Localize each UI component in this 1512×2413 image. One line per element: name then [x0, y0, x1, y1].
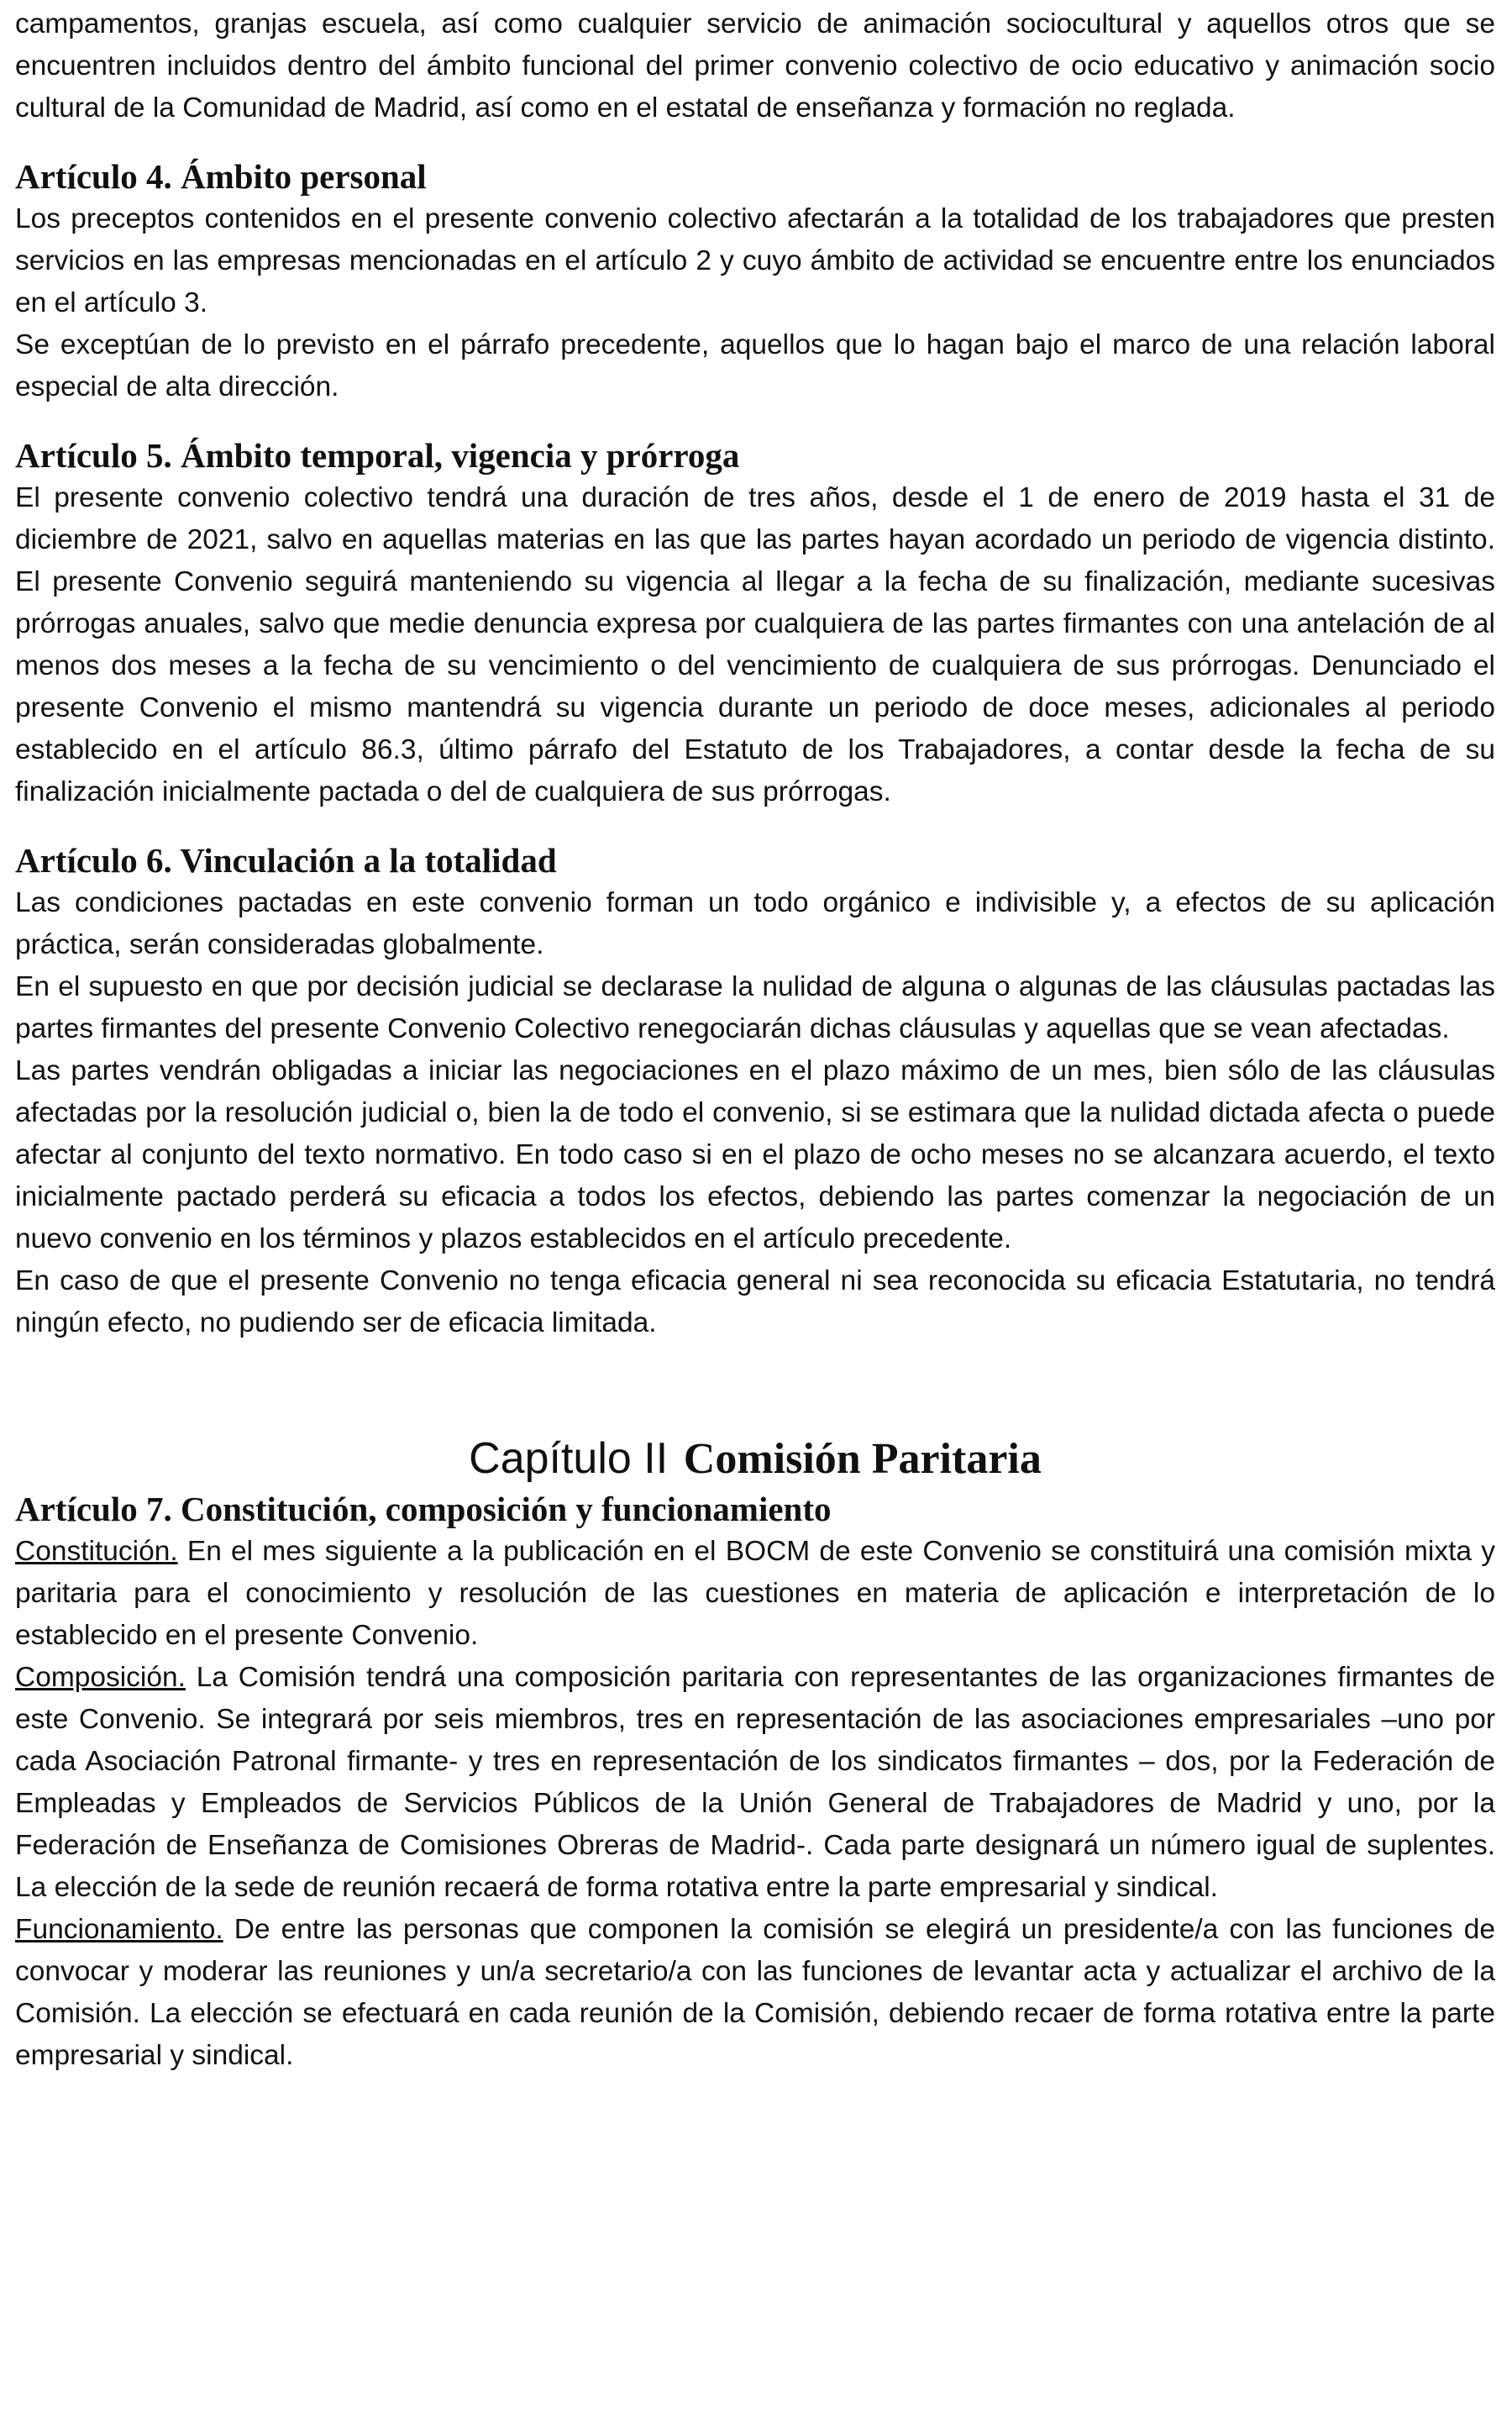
article-7-paragraph-funcionamiento [15, 1909, 1495, 2077]
article-5-paragraph-1: El presente convenio colectivo tendrá una duración de tres años, desde el 1 de enero de 2019 hasta el 31 de diciembre de 2021, salvo en aquellas materias en las que las partes hayan acordado un periodo de vigencia distinto. El presente Convenio seguirá manteniendo su vigencia al llegar a la fecha de su finalización, mediante sucesivas prórrogas anuales, salvo que medie denuncia expresa por cualquiera de las partes firmantes con una antelación de al menos dos meses a la fecha de su vencimiento o del vencimiento de cualquiera de sus prórrogas. Denunciado el presente Convenio el mismo mantendrá su vigencia durante un periodo de doce meses, adicionales al periodo establecido en el artículo 86.3, último párrafo del Estatuto de los Trabajadores, a contar desde la fecha de su finalización inicialmente pactada o del de cualquiera de sus prórrogas. [15, 482, 1495, 807]
article-6-paragraph-4: En caso de que el presente Convenio no tenga eficacia general ni sea reconocida su eficacia Estatutaria, no tendrá ningún efecto, no pudiendo ser de eficacia limitada. [15, 1265, 1495, 1338]
article-6-paragraph-3: Las partes vendrán obligadas a iniciar las negociaciones en el plazo máximo de un mes, bien sólo de las cláusulas afectadas por la resolución judicial o, bien la de todo el convenio, si se estimara que la nulidad dictada afecta o puede afectar al conjunto del texto normativo. En todo caso si en el plazo de ocho meses no se alcanzara acuerdo, el texto inicialmente pactado perderá su eficacia a todos los efectos, debiendo las partes comenzar la negociación de un nuevo convenio en los términos y plazos establecidos en el artículo precedente. [15, 1055, 1495, 1254]
funcionamiento-label: Funcionamiento. [15, 1914, 223, 1945]
constitucion-text: En el mes siguiente a la publicación en el BOCM de este Convenio se constituirá una comisión mixta y paritaria para el conocimiento y resolución de las cuestiones en materia de aplicación e interpretación de lo establecido en el presente Convenio. [15, 1536, 1495, 1651]
chapter-name: Comisión Paritaria [683, 1435, 1042, 1483]
article-6-paragraph-1: Las condiciones pactadas en este convenio forman un todo orgánico e indivisible y, a efectos de su aplicación práctica, serán consideradas globalmente. [15, 887, 1495, 960]
document-page [15, 3, 1495, 2077]
composicion-text: La Comisión tendrá una composición paritaria con representantes de las organizaciones firmantes de este Convenio. Se integrará por seis miembros, tres en representación de las asociaciones empresariales –uno por cada Asociación Patronal firmante- y tres en representación de los sindicatos firmantes – dos, por la Federación de Empleadas y Empleados de Servicios Públicos de la Unión General de Trabajadores de Madrid y uno, por la Federación de Enseñanza de Comisiones Obreras de Madrid-. Cada parte designará un número igual de suplentes. La elección de la sede de reunión recaerá de forma rotativa entre la parte empresarial y sindical. [15, 1662, 1495, 1903]
article-4-heading: Artículo 4. Ámbito personal [15, 157, 427, 196]
article-6-paragraph-2: En el supuesto en que por decisión judicial se declarase la nulidad de alguna o algunas de las cláusulas pactadas las partes firmantes del presente Convenio Colectivo renegociarán dichas cláusulas y aquellas que se vean afectadas. [15, 971, 1495, 1044]
article-6-heading: Artículo 6. Vinculación a la totalidad [15, 841, 557, 880]
chapter-title [15, 1422, 1495, 1487]
article-7-paragraph-composicion [15, 1657, 1495, 1909]
article-7-heading: Artículo 7. Constitución, composición y funcionamiento [15, 1490, 832, 1528]
article-4-paragraph-1: Los preceptos contenidos en el presente convenio colectivo afectarán a la totalidad de los trabajadores que presten servicios en las empresas mencionadas en el artículo 2 y cuyo ámbito de actividad se encuentre entre los enunciados en el artículo 3. [15, 203, 1495, 318]
article-4-paragraph-2: Se exceptúan de lo previsto en el párrafo precedente, aquellos que lo hagan bajo el marco de una relación laboral especial de alta dirección. [15, 329, 1495, 402]
intro-paragraph: campamentos, granjas escuela, así como cualquier servicio de animación sociocultural y aquellos otros que se encuentren incluidos dentro del ámbito funcional del primer convenio colectivo de ocio educativo y animación socio cultural de la Comunidad de Madrid, así como en el estatal de enseñanza y formación no reglada. [15, 8, 1495, 124]
composicion-label: Composición. [15, 1662, 186, 1693]
chapter-label: Capítulo II [469, 1434, 669, 1483]
constitucion-label: Constitución. [15, 1536, 178, 1567]
article-7-paragraph-constitucion [15, 1531, 1495, 1657]
article-5-heading: Artículo 5. Ámbito temporal, vigencia y prórroga [15, 436, 740, 475]
funcionamiento-text: De entre las personas que componen la comisión se elegirá un presidente/a con las funciones de convocar y moderar las reuniones y un/a secretario/a con las funciones de levantar acta y actualizar el archivo de la Comisión. La elección se efectuará en cada reunión de la Comisión, debiendo recaer de forma rotativa entre la parte empresarial y sindical. [15, 1914, 1495, 2071]
